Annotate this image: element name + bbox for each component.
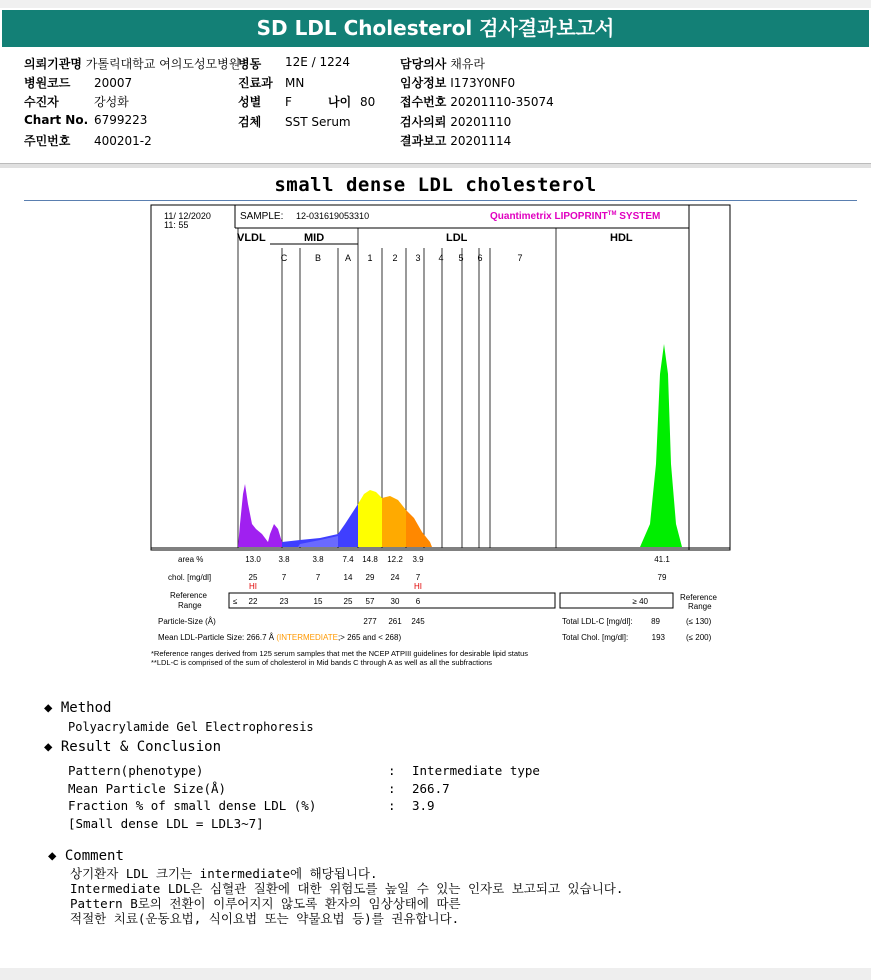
diamond-icon: ◆ bbox=[44, 700, 53, 716]
result-row bbox=[68, 780, 628, 798]
band-label: A bbox=[344, 253, 352, 263]
ref-right-2: Range bbox=[688, 602, 712, 611]
result-colon: : bbox=[388, 780, 396, 796]
request-label: 검사의뢰 bbox=[400, 115, 447, 129]
result-heading bbox=[44, 739, 221, 755]
chol-value: 7 bbox=[415, 573, 421, 582]
result-row bbox=[68, 762, 628, 780]
mean-particle: Mean LDL-Particle Size: 266.7 Å (INTERMEDIATE;> 265 and < 268) bbox=[158, 633, 402, 642]
comment-body bbox=[70, 866, 623, 926]
diamond-icon: ◆ bbox=[48, 848, 57, 864]
specimen-value: SST Serum bbox=[285, 115, 351, 129]
total-chol-value: 193 bbox=[651, 633, 665, 642]
result-value: 3.9 bbox=[412, 798, 435, 813]
comment-heading bbox=[48, 848, 124, 864]
method-heading bbox=[44, 700, 111, 716]
area-value: 3.8 bbox=[278, 555, 290, 564]
footnote-1: *Reference ranges derived from 125 serum samples that met the NCEP ATPIII guidelines for desirable lipid status bbox=[151, 649, 528, 658]
band-label: 1 bbox=[367, 253, 373, 263]
chol-value: 24 bbox=[390, 573, 400, 582]
clinical-value: I173Y0NF0 bbox=[450, 76, 516, 90]
ldl1-peak bbox=[358, 490, 382, 547]
doctor-value: 채유라 bbox=[450, 57, 485, 71]
hi-flag: HI bbox=[414, 582, 422, 591]
result-label: Fraction % of small dense LDL (%) bbox=[68, 798, 317, 813]
particle-label: Particle-Size (Å) bbox=[158, 617, 216, 626]
ref-label-2: Range bbox=[178, 601, 202, 610]
institution-value: 가톨릭대학교 여의도성모병원 bbox=[85, 57, 241, 71]
report-date-label: 결과보고 bbox=[400, 134, 447, 148]
comment-heading-text: Comment bbox=[64, 848, 124, 864]
receipt-label: 접수번호 bbox=[400, 95, 447, 109]
chol-value: 14 bbox=[343, 573, 353, 582]
area-value: 3.9 bbox=[412, 555, 424, 564]
total-chol-ref: (≤ 200) bbox=[686, 633, 712, 642]
report-title: SD LDL Cholesterol 검사결과보고서 bbox=[2, 10, 869, 47]
ward-label: 병동 bbox=[238, 57, 262, 71]
chol-value: 7 bbox=[315, 573, 321, 582]
zone-ldl: LDL bbox=[446, 232, 468, 244]
area-label: area % bbox=[178, 555, 204, 564]
band-label: 2 bbox=[392, 253, 398, 263]
total-ldl-value: 89 bbox=[651, 617, 660, 626]
band-label: 4 bbox=[438, 253, 444, 263]
result-colon: : bbox=[388, 763, 396, 778]
comment-line: 상기환자 LDL 크기는 intermediate에 해당됩니다. bbox=[70, 866, 378, 881]
chart-no-label: Chart No. bbox=[24, 113, 89, 127]
ref-value: 6 bbox=[415, 597, 421, 606]
hdl-ref-box bbox=[560, 593, 673, 608]
footnote-2: **LDL-C is comprised of the sum of cholesterol in Mid bands C through A as well as all the subfractions bbox=[151, 658, 493, 667]
ref-value: 23 bbox=[279, 597, 289, 606]
ref-value: 25 bbox=[343, 597, 353, 606]
brand: Quantimetrix LIPOPRINT™ SYSTEM bbox=[490, 211, 661, 222]
band-label: C bbox=[280, 253, 288, 263]
particle-value: 277 bbox=[363, 617, 377, 626]
band-label: B bbox=[314, 253, 322, 263]
band-label: 6 bbox=[477, 253, 483, 263]
area-value: 7.4 bbox=[342, 555, 354, 564]
result-label: Mean Particle Size(Å) bbox=[68, 780, 227, 796]
area-value: 12.2 bbox=[387, 555, 403, 564]
table-values bbox=[245, 555, 425, 626]
report-date-value: 20201114 bbox=[450, 134, 512, 148]
hdl-area: 41.1 bbox=[654, 555, 670, 564]
band-label: 5 bbox=[458, 253, 464, 263]
chart-no-value: 6799223 bbox=[94, 113, 148, 127]
age-label: 나이 bbox=[328, 95, 352, 109]
method-text: Polyacrylamide Gel Electrophoresis bbox=[68, 720, 314, 734]
result-value: 266.7 bbox=[412, 780, 450, 796]
particle-value: 245 bbox=[411, 617, 425, 626]
divider bbox=[0, 163, 871, 168]
comment-line: Pattern B로의 전환이 이루어지지 않도록 환자의 임상상태에 따른 bbox=[70, 896, 461, 911]
receipt-value: 20201110-35074 bbox=[450, 95, 554, 109]
total-ldl-ref: (≤ 130) bbox=[686, 617, 712, 626]
bottom-strip bbox=[0, 968, 871, 980]
particle-value: 261 bbox=[388, 617, 402, 626]
institution-label: 의뢰기관명 bbox=[24, 57, 82, 71]
sex-label: 성별 bbox=[238, 95, 262, 109]
sex-value: F bbox=[285, 95, 292, 109]
datetime-2: 11: 55 bbox=[164, 220, 189, 230]
zone-hdl: HDL bbox=[610, 232, 633, 244]
age-value: 80 bbox=[360, 95, 376, 109]
area-value: 14.8 bbox=[362, 555, 378, 564]
chol-label: chol. [mg/dl] bbox=[168, 573, 212, 582]
request-value: 20201110 bbox=[450, 115, 512, 129]
section-underline bbox=[24, 200, 857, 201]
hdl-chol: 79 bbox=[657, 573, 667, 582]
id-value: 400201-2 bbox=[94, 134, 152, 148]
ref-value: 22 bbox=[248, 597, 258, 606]
id-label: 주민번호 bbox=[24, 134, 71, 148]
hospital-code-label: 병원코드 bbox=[24, 76, 71, 90]
hdl-ref: ≥ 40 bbox=[632, 597, 648, 606]
area-value: 3.8 bbox=[312, 555, 324, 564]
doctor-label: 담당의사 bbox=[400, 57, 447, 71]
comment-line: Intermediate LDL은 심혈관 질환에 대한 위험도를 높일 수 있는 인자로 보고되고 있습니다. bbox=[70, 881, 624, 896]
ref-label-1: Reference bbox=[170, 591, 207, 600]
band-label: 7 bbox=[517, 253, 523, 263]
ref-value: 30 bbox=[390, 597, 400, 606]
specimen-label: 검체 bbox=[238, 115, 262, 129]
result-value: Intermediate type bbox=[412, 763, 540, 778]
band-label: 3 bbox=[415, 253, 421, 263]
chol-value: 25 bbox=[248, 573, 258, 582]
hi-flag: HI bbox=[249, 582, 257, 591]
result-heading-text: Result & Conclusion bbox=[60, 739, 222, 755]
hospital-code-value: 20007 bbox=[94, 76, 133, 90]
dept-label: 진료과 bbox=[238, 76, 273, 90]
sample-id: 12-031619053310 bbox=[296, 211, 370, 221]
total-chol-label: Total Chol. [mg/dl]: bbox=[562, 633, 629, 642]
lipoprint-chart bbox=[150, 204, 732, 670]
ref-value: 57 bbox=[365, 597, 375, 606]
sample-label: SAMPLE: bbox=[240, 211, 284, 222]
section-title: small dense LDL cholesterol bbox=[274, 174, 597, 196]
result-note: [Small dense LDL = LDL3~7] bbox=[68, 815, 264, 831]
ref-value: 15 bbox=[313, 597, 323, 606]
result-colon: : bbox=[388, 798, 396, 813]
comment-line: 적절한 치료(운동요법, 식이요법 또는 약물요법 등)를 권유합니다. bbox=[70, 911, 460, 926]
top-strip bbox=[0, 0, 871, 8]
method-heading-text: Method bbox=[60, 700, 112, 716]
ward-value: 12E / 1224 bbox=[285, 55, 351, 69]
examinee-value: 강성화 bbox=[94, 95, 129, 109]
dept-value: MN bbox=[285, 76, 305, 90]
ref-le: ≤ bbox=[233, 597, 238, 606]
chol-value: 7 bbox=[281, 573, 287, 582]
result-rows bbox=[68, 762, 628, 832]
ref-right-1: Reference bbox=[680, 593, 717, 602]
datetime-1: 11/ 12/2020 bbox=[164, 211, 211, 221]
chol-value: 29 bbox=[365, 573, 375, 582]
total-ldl-label: Total LDL-C [mg/dl]: bbox=[562, 617, 633, 626]
result-row bbox=[68, 797, 628, 815]
examinee-label: 수진자 bbox=[24, 95, 59, 109]
diamond-icon: ◆ bbox=[44, 739, 53, 755]
zone-vldl: VLDL bbox=[237, 232, 266, 244]
zone-mid: MID bbox=[304, 232, 325, 244]
result-label: Pattern(phenotype) bbox=[68, 763, 204, 778]
area-value: 13.0 bbox=[245, 555, 261, 564]
clinical-label: 임상정보 bbox=[400, 76, 447, 90]
